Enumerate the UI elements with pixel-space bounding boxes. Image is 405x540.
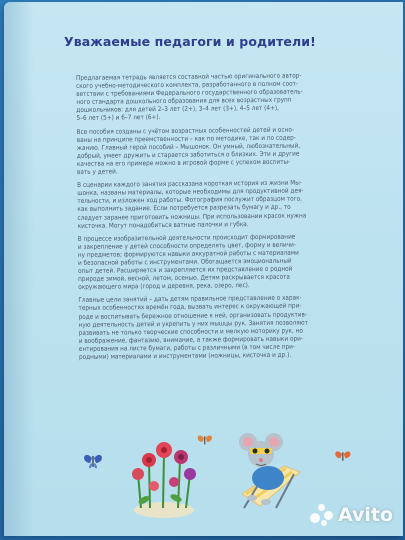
text-line: как выполнить задание. Если потребуется разрезать бумагу и др., то [77,203,291,214]
text-line: кисточка. Могут понадобиться ватные палочки и губка. [77,219,249,230]
butterfly-icon [198,435,212,444]
text-line: окружающего мира (город и деревня, река, озеро, лес). [78,281,250,292]
text-line: и воображение, фантазию, внимание, а также формировать навыки ори- [78,334,303,345]
text-line: В сценарии каждого занятия рассказана короткая история из жизни Мы- [77,178,302,190]
body-paragraph [67,178,372,230]
text-line: шонка, названы материалы, которые необходимы для продуктивной дея- [77,186,304,198]
text-line: 5–6 лет (5+) и 6–7 лет (6+). [76,113,161,123]
text-line: В процессе изобразительной деятельности происходит формирование [77,232,296,243]
body-paragraph [67,124,372,176]
text-line: роде и воспитывать бережное отношение к ней, организовать продуктив- [78,310,308,321]
body-paragraph [68,231,374,291]
text-line: ную деятельность детей и укрепить у них мышцы рук. Занятия позволяют [78,318,308,329]
body-paragraph [66,71,371,123]
body-paragraph [68,293,374,361]
page-title: Уважаемые педагоги и родители! [64,34,316,49]
text-line: качества на его примере можно в игровой форме с успехом воспиты- [76,157,291,168]
flower-icon [132,442,196,518]
text-line: развивать не только творческие способности и мелкую моторику рук, но [78,326,303,337]
text-line: следует заранее приготовить ножницы. При использовании красок нужна [77,210,307,222]
text-line: жанию. Главный герой пособий – Мышонок. Он умный, любознательный, [76,141,301,152]
text-line: и безопасной работы с инструментами. Обогащается эмоциональный [77,256,292,267]
text-line: терных особенностях времён года, вызвать интерес к окружающей при- [78,301,302,313]
butterfly-icon [335,451,350,460]
text-line: Предлагаемая тетрадь является составной частью оригинального автор- [75,71,302,82]
text-line: тельности, и изложен ход работы. Фотография послужит образцом того, [77,194,303,206]
text-line: ентирования на листе бумаги, работы с различными (в том числе при- [78,342,295,353]
text-line: Главные цели занятий – дать детям правильное представление о харак- [78,293,302,305]
text-line: ваны на принципе преемственности – как по методике, так и по содер- [76,133,296,144]
text-line: ну предметов; формируются навыки аккуратной работы с материалами [77,248,299,259]
text-line: опыт детей. Расширяется и закрепляется их представление о родной [78,264,293,275]
text-line: и закрепление у детей способности определять цвет, форму и величи- [77,240,296,251]
text-line: ного стандарта дошкольного образования для всех возрастных групп [76,95,292,107]
book-page [4,2,403,536]
avito-logo-icon [310,504,334,526]
text-line: добрый, умеет дружить и старается заботиться о близких. Эти и другие [76,149,300,160]
text-line: родными) материалами и инструментами (ножницы, кисточка и др.). [78,350,292,361]
text-line: вать у детей. [76,167,118,176]
text-line: ветствии с требованиями Федерального государственного образователь- [76,87,303,99]
text-line: дошкольников: для детей 2–3 лет (2+), 3–4 лет (3+), 4–5 лет (4+), [76,104,279,115]
text-line: Все пособия созданы с учётом возрастных особенностей детей и осно- [76,125,294,136]
body-text [66,71,374,366]
avito-watermark [310,504,393,526]
text-line: природе зимой, весной, летом, осенью. Детям раскрывается красота [78,272,290,284]
butterfly-icon [84,455,102,469]
text-line: ского учебно-методического комплекта, разработанного в полном соот- [76,79,299,90]
mouse-character-icon [239,433,300,508]
avito-watermark-text: Avito [337,504,393,526]
